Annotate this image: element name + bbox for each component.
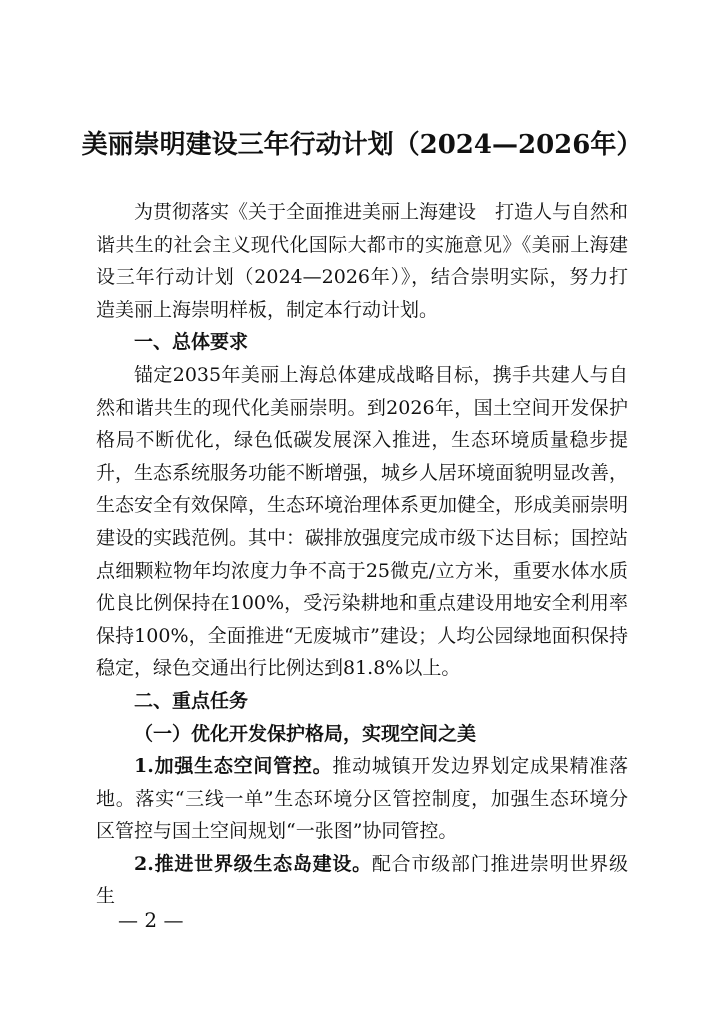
item-text-ecological-space-control: 推动城镇开发边界划定成果精准落地。落实“三线一单”生态环境分区管控制度，加强生态环境分区管控与国土空间规划“一张图”协同管控。 xyxy=(96,755,628,843)
item-text-world-class-eco-island: 配合市级部门推进崇明世界级生 xyxy=(96,852,628,908)
document-body xyxy=(96,196,628,913)
page-number: — 2 — xyxy=(118,908,184,932)
document-title: 美丽崇明建设三年行动计划（2024—2026年） xyxy=(81,130,643,160)
section-heading-key-tasks: 二、重点任务 xyxy=(134,689,249,712)
item-lead-ecological-space-control: 1.加强生态空间管控。 xyxy=(134,755,333,778)
section-heading-overall-requirements: 一、总体要求 xyxy=(134,331,249,354)
overall-requirements-paragraph: 锚定2035年美丽上海总体建成战略目标，携手共建人与自然和谐共生的现代化美丽崇明。到2026年，国土空间开发保护格局不断优化，绿色低碳发展深入推进，生态环境质量稳步提升，生态系统服务功能不断增强，城乡人居环境面貌明显改善，生态安全有效保障，生态环境治理体系更加健全，形成美丽崇明建设的实践范例。其中：碳排放强度完成市级下达目标；国控站点细颗粒物年均浓度力争不高于25微克/立方米，重要水体水质优良比例保持在100%，受污染耕地和重点建设用地安全利用率保持100%，全面推进“无废城市”建设；人均公园绿地面积保持稳定，绿色交通出行比例达到81.8%以上。 xyxy=(96,363,629,680)
item-world-class-eco-island xyxy=(96,848,628,913)
subsection-heading-spatial-beauty: （一）优化开发保护格局，实现空间之美 xyxy=(134,722,477,745)
item-ecological-space-control xyxy=(96,750,628,848)
item-lead-world-class-eco-island: 2.推进世界级生态岛建设。 xyxy=(134,852,372,875)
intro-paragraph: 为贯彻落实《关于全面推进美丽上海建设 打造人与自然和谐共生的社会主义现代化国际大都市的实施意见》《美丽上海建设三年行动计划（2024—2026年）》，结合崇明实际，努力打造美丽上海崇明样板，制定本行动计划。 xyxy=(96,201,629,321)
